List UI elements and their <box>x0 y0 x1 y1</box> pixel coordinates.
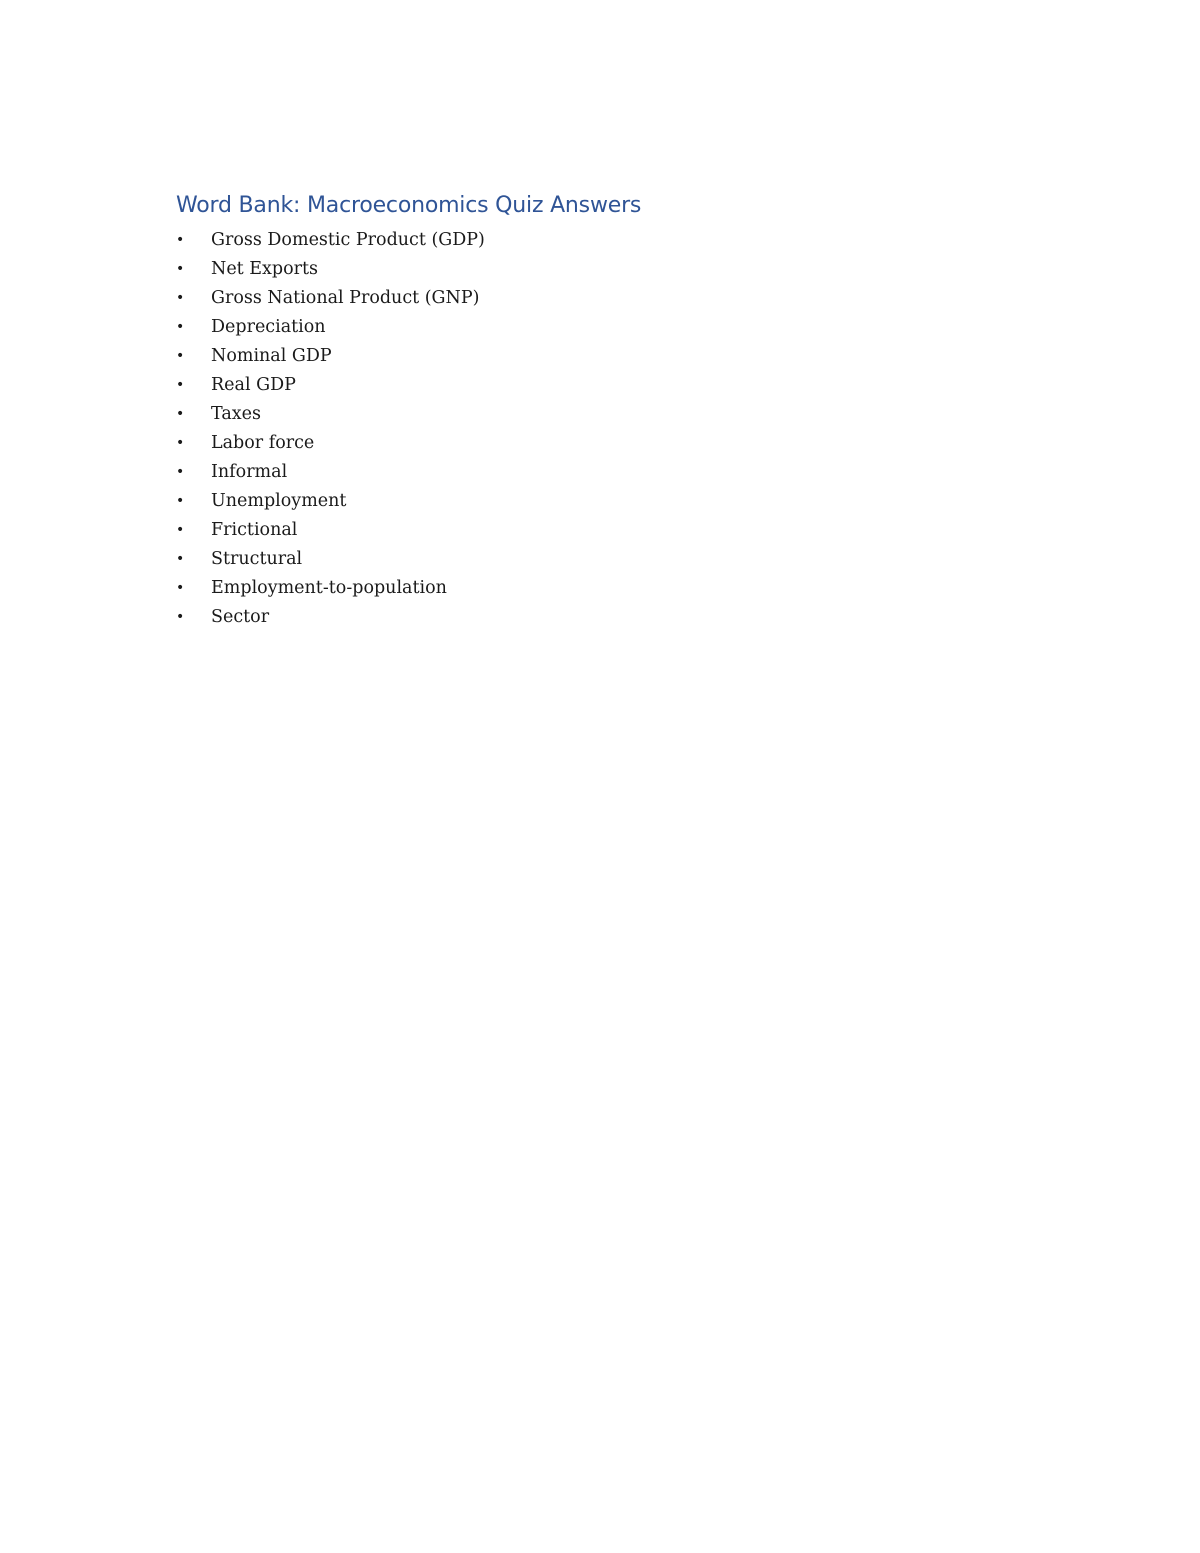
bullet-icon: • <box>176 261 185 277</box>
list-item-text: Structural <box>211 549 303 569</box>
bullet-icon: • <box>176 551 185 567</box>
bullet-icon: • <box>176 464 185 480</box>
list-item <box>176 458 1026 487</box>
bullet-icon: • <box>176 493 185 509</box>
document-heading: Word Bank: Macroeconomics Quiz Answers <box>176 193 642 218</box>
word-bank-list <box>176 226 1026 632</box>
list-item-text: Sector <box>211 607 270 627</box>
list-item <box>176 545 1026 574</box>
list-item <box>176 516 1026 545</box>
list-item-text: Frictional <box>211 520 298 540</box>
bullet-icon: • <box>176 377 185 393</box>
list-item <box>176 371 1026 400</box>
list-item-text: Gross Domestic Product (GDP) <box>211 230 485 250</box>
list-item-text: Net Exports <box>211 259 319 279</box>
list-item <box>176 400 1026 429</box>
list-item-text: Unemployment <box>211 491 347 511</box>
list-item <box>176 284 1026 313</box>
list-item-text: Depreciation <box>211 317 326 337</box>
list-item-text: Informal <box>211 462 288 482</box>
list-item-text: Labor force <box>211 433 315 453</box>
list-item-text: Real GDP <box>211 375 296 395</box>
list-item <box>176 342 1026 371</box>
list-item-text: Employment-to-population <box>211 578 447 598</box>
list-item <box>176 603 1026 632</box>
bullet-icon: • <box>176 290 185 306</box>
list-item-text: Gross National Product (GNP) <box>211 288 480 308</box>
bullet-icon: • <box>176 348 185 364</box>
list-item <box>176 574 1026 603</box>
bullet-icon: • <box>176 522 185 538</box>
list-item <box>176 226 1026 255</box>
bullet-icon: • <box>176 609 185 625</box>
bullet-icon: • <box>176 232 185 248</box>
document-body <box>176 190 1026 632</box>
bullet-icon: • <box>176 406 185 422</box>
list-item <box>176 313 1026 342</box>
list-item <box>176 255 1026 284</box>
bullet-icon: • <box>176 319 185 335</box>
list-item-text: Taxes <box>211 404 261 424</box>
list-item <box>176 429 1026 458</box>
list-item-text: Nominal GDP <box>211 346 332 366</box>
bullet-icon: • <box>176 580 185 596</box>
list-item <box>176 487 1026 516</box>
bullet-icon: • <box>176 435 185 451</box>
